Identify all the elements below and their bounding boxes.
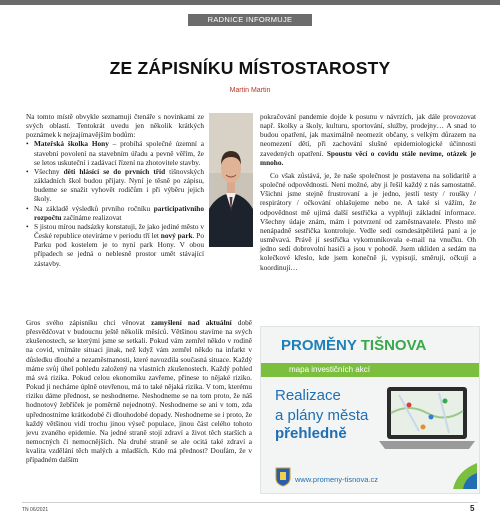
ad-line-2: a plány města <box>275 407 369 424</box>
town-crest-icon <box>275 467 291 487</box>
page-number: 5 <box>470 504 475 513</box>
article-title: ZE ZÁPISNÍKU MÍSTOSTAROSTY <box>109 58 391 78</box>
bullet-prefix: S jistou mírou nadsázky konstatuji, že jako jediné město v České republice otevíráme v periodu tří let <box>34 221 204 241</box>
bullet-text: začínáme realizovat <box>61 212 122 222</box>
laptop-map-icon <box>379 383 475 455</box>
bullet-prefix: Na základě výsledků prvního ročníku <box>34 203 154 213</box>
paragraph-text: době přesvědčovat v budoucnu ještě několik měsíců. Většinou stavíme na svých zkušenostech, se kterými jsme se setkali. Pokud vám zemřel někdo v rodině na covid, vnímáte situaci jinak, než když vám zemřel někdo na infarkt v důsledku dlouhé a nezaměstnanosti, které navozdila současná situace. Každý máme svůj úhel pohledu založený na vlastních zkušenostech. Každý pohled má svá rizika. Pokud celou ekonomiku zavřeme, přinese to nějaké riziko. Pokud ji necháme úplně otevřenou, má to také nějaká rizika. V tom, kterému riziku dáme přednost, se neshodneme. Neshodneme se na tom proto, že náš hodnotový žebříček je poměrně nejednotný. Neshodneme se ani v tom, zda upřednostníme krátkodobé či dlouhodobé dopady. Neshodneme se i proto, že každý většinou vidí trochu jinou výseč populace, jinou část celého tohoto jevu zvaného epidemie. Na jedné straně stojí zdraví a život těch starších a nemocných či nemocnějších. Na druhé straně se ale ocitá také zdraví a kvalita vzdělání těch malých a mladších. Kdo má přednost? Doufám, že v případném dalším <box>26 318 252 465</box>
ad-url[interactable]: www.promeny-tisnova.cz <box>295 475 378 484</box>
bullet-text: – probíhá společné územní a stavební povolení na stavebním úřadu a pevně věřím, že se letos uskuteční i zadávací řízení na zhotovitele stavby. <box>34 139 204 167</box>
paragraph-bold: Spoustu věcí o covidu stále nevíme, otázek je mnoho. <box>260 148 476 167</box>
paragraph-text: pokračování pandemie dojde k posunu v návrzích, jak dále provozovat např. školky a školy, kulturu, sportování, služby, prodejny… A snad to budou opatření, jak maximálně neomezit občany, s velkým důrazem na neomezení dětí, při zachování slušné epidemiologické účinnosti zavedených opatření. <box>260 112 476 158</box>
bullet-text: tišnovských základních škol budou přijaty. Nyní je těsně po zápisu, budeme se snažit vyhovět rodičům i při výběru jejich školy. <box>34 166 205 204</box>
ad-line-3: přehledně <box>275 425 347 442</box>
header-band <box>0 0 500 24</box>
section-label: RADNICE INFORMUJE <box>188 14 312 26</box>
ad-logo <box>281 337 426 354</box>
left-lower-column <box>26 318 252 465</box>
paragraph-text: Gros svého zápisníku chci věnovat <box>26 318 151 327</box>
footer-rule <box>22 502 478 503</box>
bullet-item <box>26 204 204 222</box>
intro-paragraph: Na tomto místě obvykle seznamuji čtenáře s novinkami ze svých oblastí. Tentokrát uvedu jen několik krátkých poznámek k nejzajímavějším bodům: <box>26 112 204 140</box>
ad-band: mapa investičních akcí <box>261 363 480 377</box>
leaf-decoration-icon <box>443 463 477 489</box>
bullet-text: . Po Parku pod kostelem je to nyní park Hony. V obou případech se jedná o neblesně prostor umět stávající zástavby. <box>34 231 204 268</box>
bullet-bold: participativního rozpočtu <box>34 203 204 222</box>
header-stripe <box>0 0 500 5</box>
issue-label: TN 06/2021 <box>22 507 49 513</box>
right-paragraph-2: Co však zůstává, je, že naše společnost je postavena na solidaritě a společné odpovědnosti. Není možné, aby ji řešil každý z nás samostatně. Všichni jsme stejně frustrovaní a je jedno, jestli testy / roušky / respirátory / očkování ohlašujeme nebo ne. A také si vážím, že odpovědnost mě ujímá další sestřička a vyplňuji základní informace. Všechny údaje znám, mám i potvrzení od zaměstnavatele. Přesto mě nenápadně sestřička kontroluje. Vedle sedí osmdesátpětiletá paní a je usměvavá. Právě jí sestřička vykomunikovala e-mail na vnučku. Oh jedno sedí dobrovolní hasiči a jsou v pohodě. Jsem ukliden a sedám na kolečkové křeslo, kde jsem konečně ji, vypisují, směruji, očkují a koordinují… <box>260 170 476 272</box>
bullet-prefix: Všechny <box>34 166 64 176</box>
right-column <box>260 112 476 272</box>
bullet-bold: Mateřská školka Hony <box>34 139 109 149</box>
article-author: Martin Martin <box>229 87 271 94</box>
bullet-bold: nový park <box>160 231 193 241</box>
bullet-item <box>26 167 204 204</box>
reflection-paragraph <box>26 318 252 465</box>
paragraph-bold: zamyšlení nad aktuální <box>150 318 232 327</box>
left-column <box>26 112 204 268</box>
bullet-item <box>26 222 204 268</box>
right-paragraph-1 <box>260 112 476 167</box>
bullet-item <box>26 139 204 166</box>
ad-line-1: Realizace <box>275 387 341 404</box>
bullet-list <box>26 139 204 267</box>
bullet-bold: děti hlásící se do prvních tříd <box>63 166 166 176</box>
author-photo <box>209 113 253 247</box>
promeny-ad[interactable] <box>260 326 480 494</box>
ad-logo-suffix: TIŠNOVA <box>360 337 427 354</box>
ad-logo-prefix: PROMĚNY <box>281 337 357 354</box>
